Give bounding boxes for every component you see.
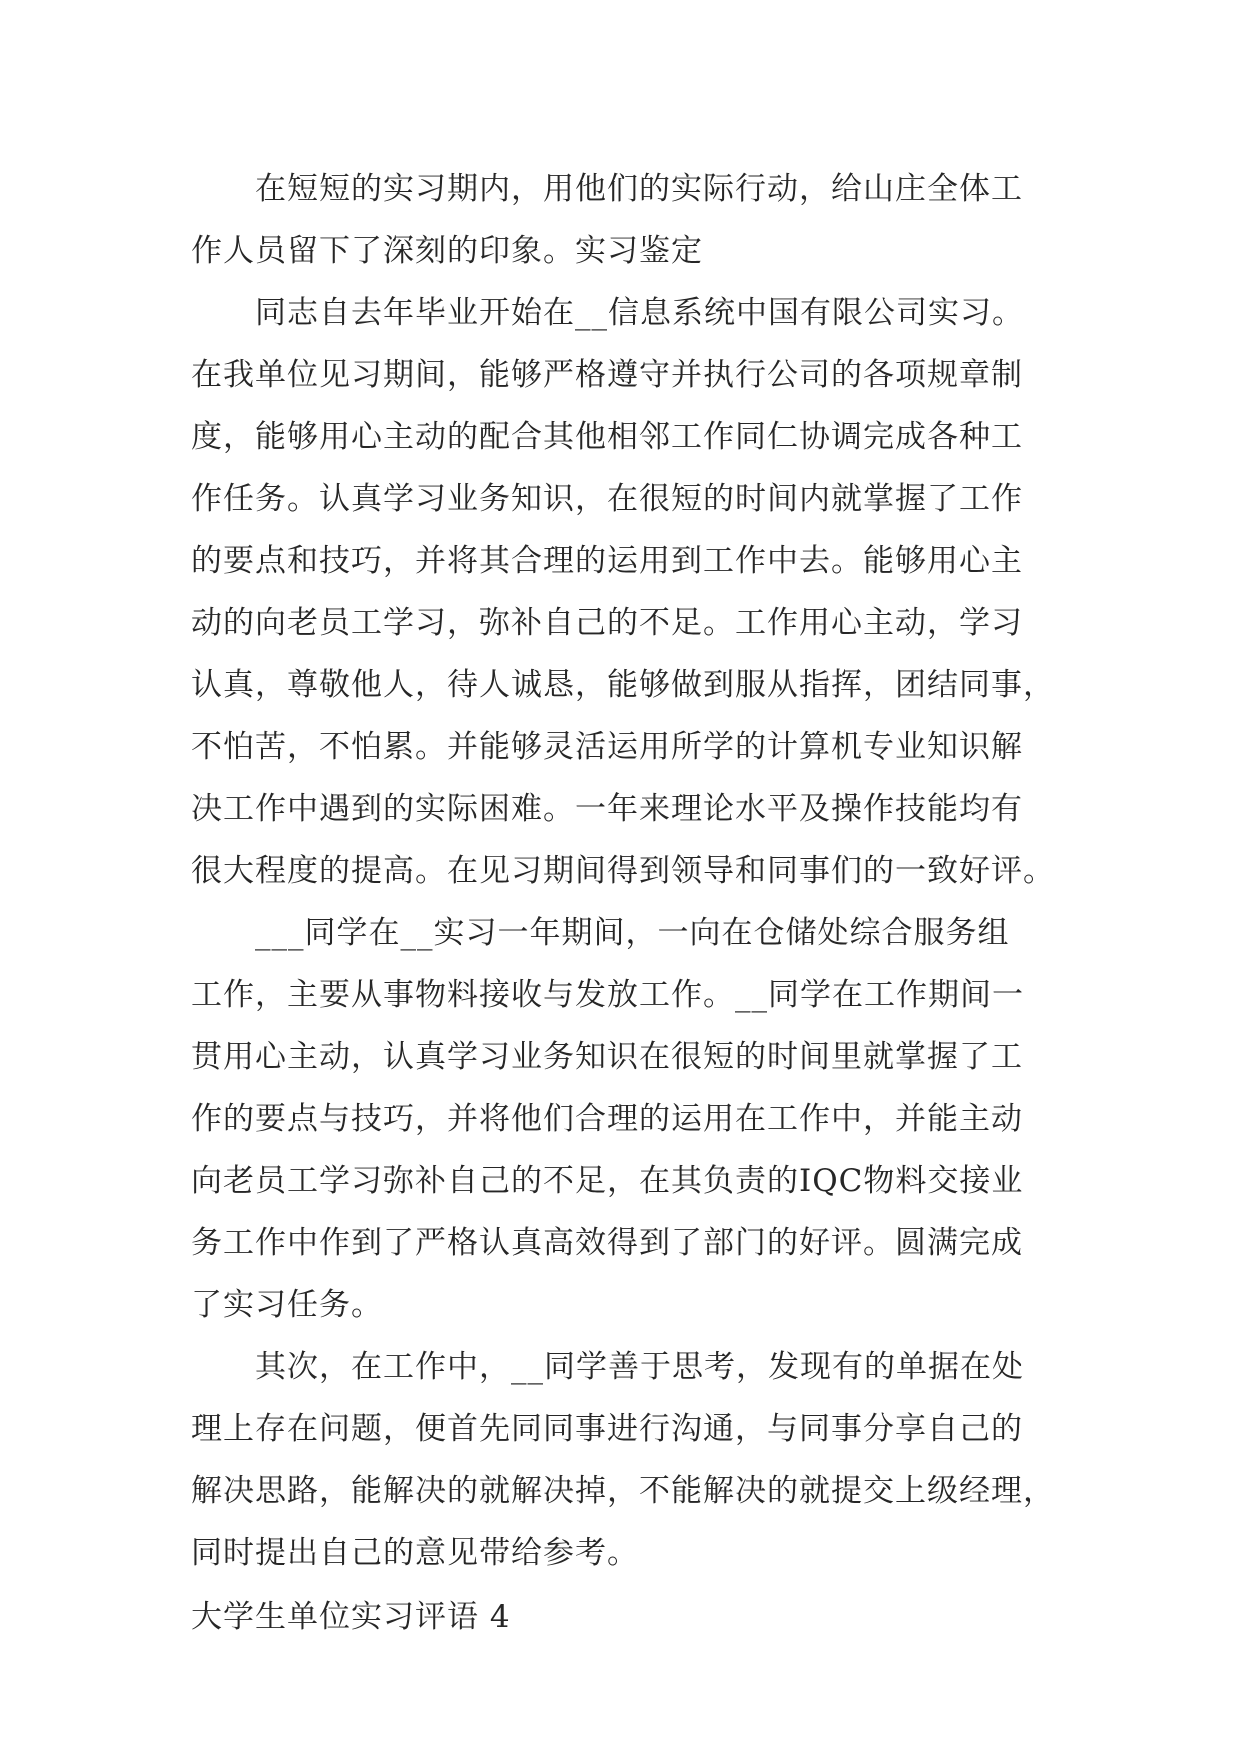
text-line: 向老员工学习弥补自己的不足，在其负责的IQC物料交接业 bbox=[191, 1163, 1024, 1199]
text-line: 认真，尊敬他人，待人诚恳，能够做到服从指挥，团结同事， bbox=[191, 667, 1055, 703]
paragraph-1 bbox=[191, 158, 1051, 282]
text-line: 的要点和技巧，并将其合理的运用到工作中去。能够用心主 bbox=[191, 543, 1023, 579]
text-line: 动的向老员工学习，弥补自己的不足。工作用心主动，学习 bbox=[191, 605, 1023, 641]
text-line: 不怕苦，不怕累。并能够灵活运用所学的计算机专业知识解 bbox=[191, 729, 1023, 765]
text-line: 务工作中作到了严格认真高效得到了部门的好评。圆满完成 bbox=[191, 1225, 1023, 1261]
document-body bbox=[191, 158, 1055, 1648]
text-line: 作人员留下了深刻的印象。实习鉴定 bbox=[191, 233, 703, 269]
section-heading: 大学生单位实习评语 4 bbox=[191, 1599, 511, 1635]
text-line: ___同学在__实习一年期间，一向在仓储处综合服务组 bbox=[255, 915, 1010, 951]
text-line: 在我单位见习期间，能够严格遵守并执行公司的各项规章制 bbox=[191, 357, 1023, 393]
text-line: 决工作中遇到的实际困难。一年来理论水平及操作技能均有 bbox=[191, 791, 1023, 827]
text-line: 很大程度的提高。在见习期间得到领导和同事们的一致好评。 bbox=[191, 853, 1055, 889]
text-line: 贯用心主动，认真学习业务知识在很短的时间里就掌握了工 bbox=[191, 1039, 1023, 1075]
text-line: 在短短的实习期内，用他们的实际行动，给山庄全体工 bbox=[255, 171, 1023, 207]
text-line: 了实习任务。 bbox=[191, 1287, 383, 1323]
paragraph-4 bbox=[191, 1336, 1055, 1584]
text-line: 度，能够用心主动的配合其他相邻工作同仁协调完成各种工 bbox=[191, 419, 1023, 455]
text-line: 同时提出自己的意见带给参考。 bbox=[191, 1535, 639, 1571]
paragraph-3 bbox=[191, 902, 1051, 1336]
text-line: 工作，主要从事物料接收与发放工作。__同学在工作期间一 bbox=[191, 977, 1024, 1013]
paragraph-2 bbox=[191, 282, 1055, 902]
text-line: 理上存在问题，便首先同同事进行沟通，与同事分享自己的 bbox=[191, 1411, 1023, 1447]
text-line: 其次，在工作中，__同学善于思考，发现有的单据在处 bbox=[255, 1349, 1024, 1385]
text-line: 解决思路，能解决的就解决掉，不能解决的就提交上级经理， bbox=[191, 1473, 1055, 1509]
text-line: 同志自去年毕业开始在__信息系统中国有限公司实习。 bbox=[255, 295, 1024, 331]
text-line: 作的要点与技巧，并将他们合理的运用在工作中，并能主动 bbox=[191, 1101, 1023, 1137]
text-line: 作任务。认真学习业务知识，在很短的时间内就掌握了工作 bbox=[191, 481, 1023, 517]
